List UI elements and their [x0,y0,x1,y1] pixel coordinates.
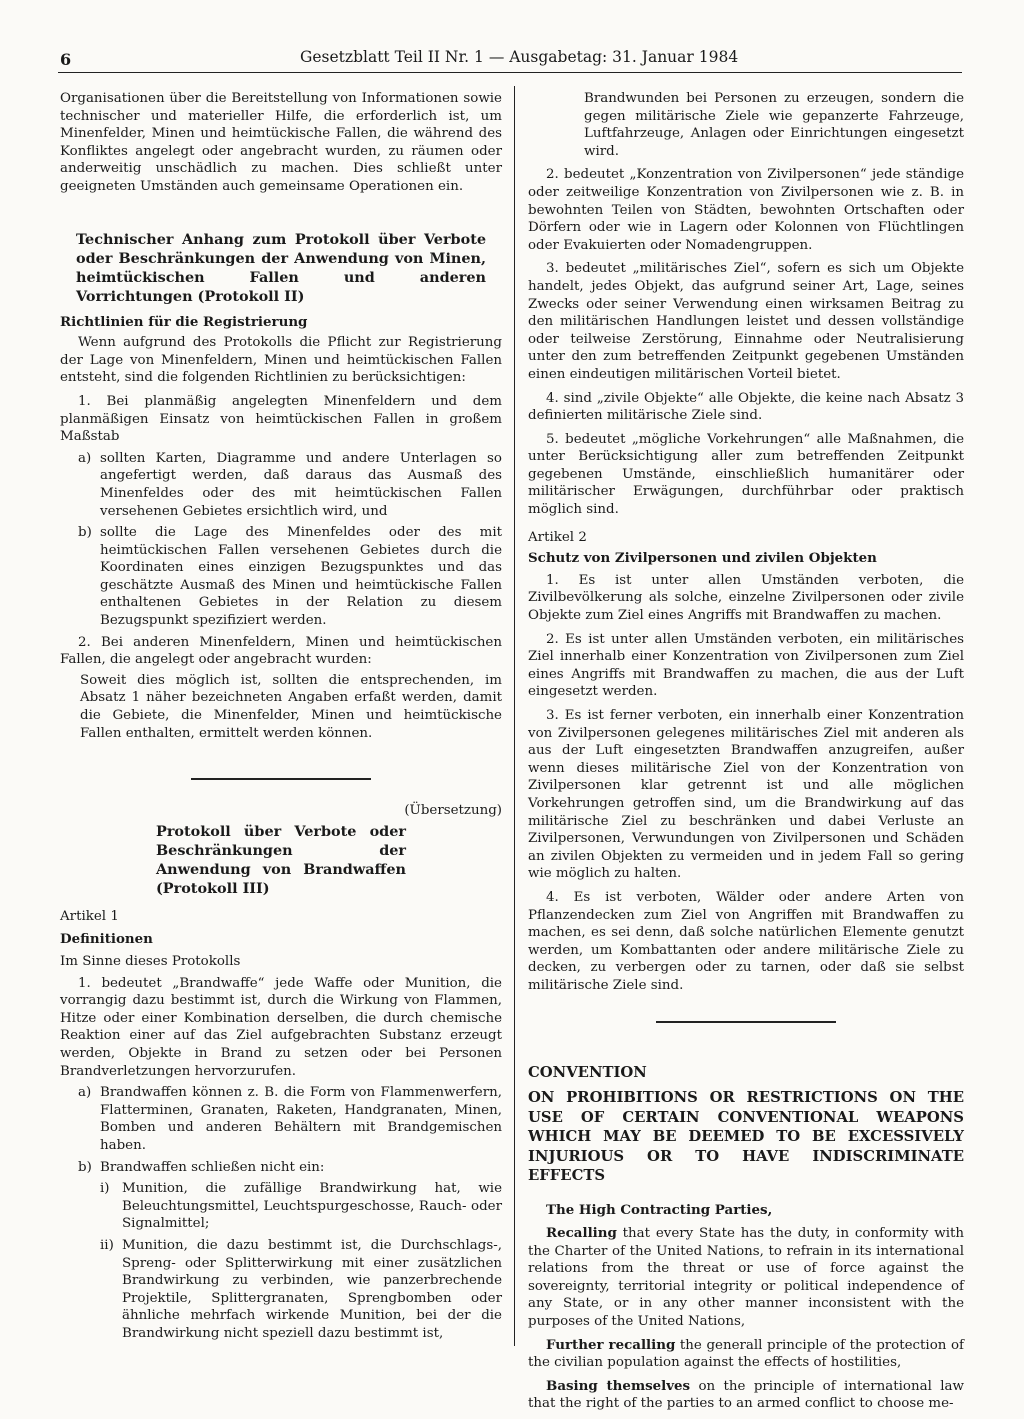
guideline-1b-marker: b) [78,525,92,541]
left-column [60,90,502,1346]
recalling-text: that every State has the duty, in conformity with the Charter of the United Nations, to refrain in its international relations from the threat or use of force against the sovereignty, territorial integrity or political independence of any State, or in any other manner inconsistent with the purposes of the United Nations, [528,1226,964,1330]
definition-1b-i-marker: i) [100,1181,110,1197]
recalling-paragraph [528,1225,964,1331]
recalling-keyword: Recalling [546,1225,617,1242]
definition-3: 3. bedeutet „militärisches Ziel“, sofern es sich um Objekte handelt, jedes Objekt, das aufgrund seiner Art, Lage, seines Zwecks oder seiner Verwendung einen wirksamen Beitrag zu den militärischen Handlungen leistet und dessen vollständige oder teilweise Zerstörung, Einnahme oder Neutralisierung unter den zum betreffenden Zeitpunkt gegebenen Umständen einen eindeutigen militärischen Vorteil bietet. [528,261,964,382]
basing-text: on the principle of international law that the right of the parties to an armed conflict to choose me- [528,1378,964,1412]
guideline-2: 2. Bei anderen Minenfeldern, Minen und heimtückischen Fallen, die angelegt oder angebracht wurden: [60,634,502,668]
convention-subheading: ON PROHIBITIONS OR RESTRICTIONS ON THE USE OF CERTAIN CONVENTIONAL WEAPONS WHICH MAY BE DEEMED TO BE EXCESSIVELY INJURIOUS OR TO HAVE INDISCRIMINATE EFFECTS [528,1089,964,1184]
guideline-1a [78,450,502,520]
article-2-title: Schutz von Zivilpersonen und zivilen Objekten [528,550,877,567]
definition-2: 2. bedeutet „Konzentration von Zivilpersonen“ jede ständige oder zeitweilige Konzentration von Zivilpersonen wie z. B. in bewohnten Teilen von Städten, bewohnten Ortschaften oder Dörfern oder wie in Lagern oder Kolonnen von Flüchtlingen oder Evakuierten oder Nomadengruppen. [528,167,964,253]
column-divider [514,86,515,1346]
guidelines-title: Richtlinien für die Registrierung [60,313,308,330]
definition-1b-i [100,1180,502,1233]
definition-1: 1. bedeutet „Brandwaffe“ jede Waffe oder Munition, die vorrangig dazu bestimmt ist, durch die Wirkung von Flammen, Hitze oder einer Kombination derselben, die durch chemische Reaktion einer auf das Ziel aufgebrachten Substanz erzeugt werden, Objekte in Brand zu setzen oder bei Personen Brandverletzungen hervorzurufen. [60,975,502,1079]
further-recalling-paragraph [528,1337,964,1372]
definition-1b-text: Brandwaffen schließen nicht ein: [100,1159,325,1175]
definition-1b-ii-marker: ii) [100,1237,114,1253]
right-column [528,90,964,1419]
guideline-1b-text: sollte die Lage des Minenfeldes oder des mit heimtückischen Fallen versehenen Gebietes durch die Koordinaten eines einzigen Bezugspunktes und das geschätzte Ausmaß des Minen und heimtückische Fallen enthaltenen Gebietes in der Relation zu diesem Bezugspunkt spezifiziert werden. [100,525,502,629]
separator-rule [191,778,371,780]
translation-note: (Übersetzung) [404,803,502,819]
definitions-heading: Definitionen [60,931,153,948]
annex-title: Technischer Anhang zum Protokoll über Verbote oder Beschränkungen der Anwendung von Minen, heimtückischen Fallen und anderen Vorrichtungen (Protokoll II) [76,230,486,305]
guideline-1: 1. Bei planmäßig angelegten Minenfeldern und dem planmäßigen Einsatz von heimtückischen Fallen in großem Maßstab [60,393,502,445]
definition-1b-marker: b) [78,1159,92,1175]
page-number: 6 [60,50,72,69]
guideline-1a-text: sollten Karten, Diagramme und andere Unterlagen so angefertigt werden, daß daraus das Ausmaß des Minenfeldes oder des mit heimtückischen Fallen versehenen Gebietes ersichtlich wird, und [100,450,502,519]
article-2-para-2: 2. Es ist unter allen Umständen verboten, ein militärisches Ziel innerhalb einer Konzentration von Zivilpersonen zum Ziel eines Angriffs mit Brandwaffen zu machen, die aus der Luft eingesetzt werden. [528,631,964,700]
definition-1b-ii-continued: Brandwunden bei Personen zu erzeugen, sondern die gegen militärische Ziele wie gepanzerte Fahrzeuge, Luftfahrzeuge, Anlagen oder Einrichtungen eingesetzt wird. [584,91,964,159]
definition-1b [78,1159,502,1177]
definition-4: 4. sind „zivile Objekte“ alle Objekte, die keine nach Absatz 3 definierten militärische Ziele sind. [528,390,964,424]
guideline-1a-marker: a) [78,450,92,466]
further-recalling-keyword: Further recalling [546,1336,676,1353]
article-2-heading: Artikel 2 [528,529,587,545]
running-header: Gesetzblatt Teil II Nr. 1 — Ausgabetag: 31. Januar 1984 [300,48,739,66]
definition-1b-ii-text: Munition, die dazu bestimmt ist, die Durchschlags-, Spreng- oder Splitterwirkung mit einer zusätzlichen Brandwirkung zu verbinden, wie panzerbrechende Projektile, Splittergranaten, Sprengbomben oder ähnliche mehrfach wirkende Munition, bei der die Brandwirkung nicht speziell dazu bestimmt ist, [122,1237,502,1341]
article-2-para-1: 1. Es ist unter allen Umständen verboten, die Zivilbevölkerung als solche, einzelne Zivilpersonen oder zivile Objekte zum Ziel eines Angriffs mit Brandwaffen zu machen. [528,572,964,624]
protocol-sense: Im Sinne dieses Protokolls [60,954,241,969]
basing-keyword: Basing themselves [546,1377,691,1394]
definition-1a-text: Brandwaffen können z. B. die Form von Flammenwerfern, Flatterminen, Granaten, Raketen, Handgranaten, Minen, Bomben und anderen Behältern mit Brandgemischen haben. [100,1085,502,1153]
protocol-title: Protokoll über Verbote oder Beschränkungen der Anwendung von Brandwaffen (Protokoll III) [156,822,406,897]
guideline-1b [78,524,502,630]
article-1-heading: Artikel 1 [60,908,119,924]
header-rule [58,72,962,73]
definition-1a [78,1084,502,1154]
definition-1b-ii [100,1237,502,1343]
guideline-2-text: Soweit dies möglich ist, sollten die entsprechenden, im Absatz 1 näher bezeichneten Angaben erfaßt werden, damit die Gebiete, die Minenfelder, Minen und heimtückische Fallen enthalten, ermittelt werden können. [80,672,502,741]
basing-paragraph [528,1378,964,1413]
contracting-parties: The High Contracting Parties, [546,1201,773,1218]
guidelines-intro: Wenn aufgrund des Protokolls die Pflicht zur Registrierung der Lage von Minenfeldern, Minen und heimtückischen Fallen entsteht, sind die folgenden Richtlinien zu berücksichtigen: [60,335,502,386]
separator-rule-right [656,1021,836,1023]
article-2-para-4: 4. Es ist verboten, Wälder oder andere Arten von Pflanzendecken zum Ziel von Angriffen mit Brandwaffen zu machen, es sei denn, daß solche natürlichen Elemente genutzt werden, um Kombattanten oder andere militärische Ziele zu decken, zu verbergen oder zu tarnen, oder daß sie selbst militärische Ziele sind. [528,889,964,993]
further-recalling-text: the generall principle of the protection of the civilian population against the effects of hostilities, [528,1337,964,1371]
definition-1a-marker: a) [78,1085,92,1101]
article-2-para-3: 3. Es ist ferner verboten, ein innerhalb einer Konzentration von Zivilpersonen gelegenes militärisches Ziel mit anderen als aus der Luft eingesetzten Brandwaffen anzugreifen, außer wenn dieses militärische Ziel von der Konzentration von Zivilpersonen klar getrennt ist und alle möglichen Vorkehrungen getroffen sind, um die Brandwirkung auf das militärische Ziel zu beschränken und dabei Verluste an Zivilpersonen, Verwundungen von Zivilpersonen und Schäden an zivilen Objekten zu vermeiden und in jedem Fall so gering wie möglich zu halten. [528,708,964,882]
convention-heading: CONVENTION [528,1063,647,1081]
intro-paragraph: Organisationen über die Bereitstellung von Informationen sowie technischer und materieller Hilfe, die erforderlich ist, um Minenfelder, Minen und heimtückische Fallen, die während des Konfliktes angelegt oder angebracht wurden, zu räumen oder anderweitig unschädlich zu machen. Dies schließt unter geeigneten Umständen auch gemeinsame Operationen ein. [60,91,502,194]
definition-5: 5. bedeutet „mögliche Vorkehrungen“ alle Maßnahmen, die unter Berücksichtigung aller zum betreffenden Zeitpunkt gegebenen Umstände, einschließlich humanitärer oder militärischer Erwägungen, durchführbar oder praktisch möglich sind. [528,431,964,518]
definition-1b-i-text: Munition, die zufällige Brandwirkung hat, wie Beleuchtungsmittel, Leuchtspurgeschosse, Rauch- oder Signalmittel; [122,1181,502,1232]
